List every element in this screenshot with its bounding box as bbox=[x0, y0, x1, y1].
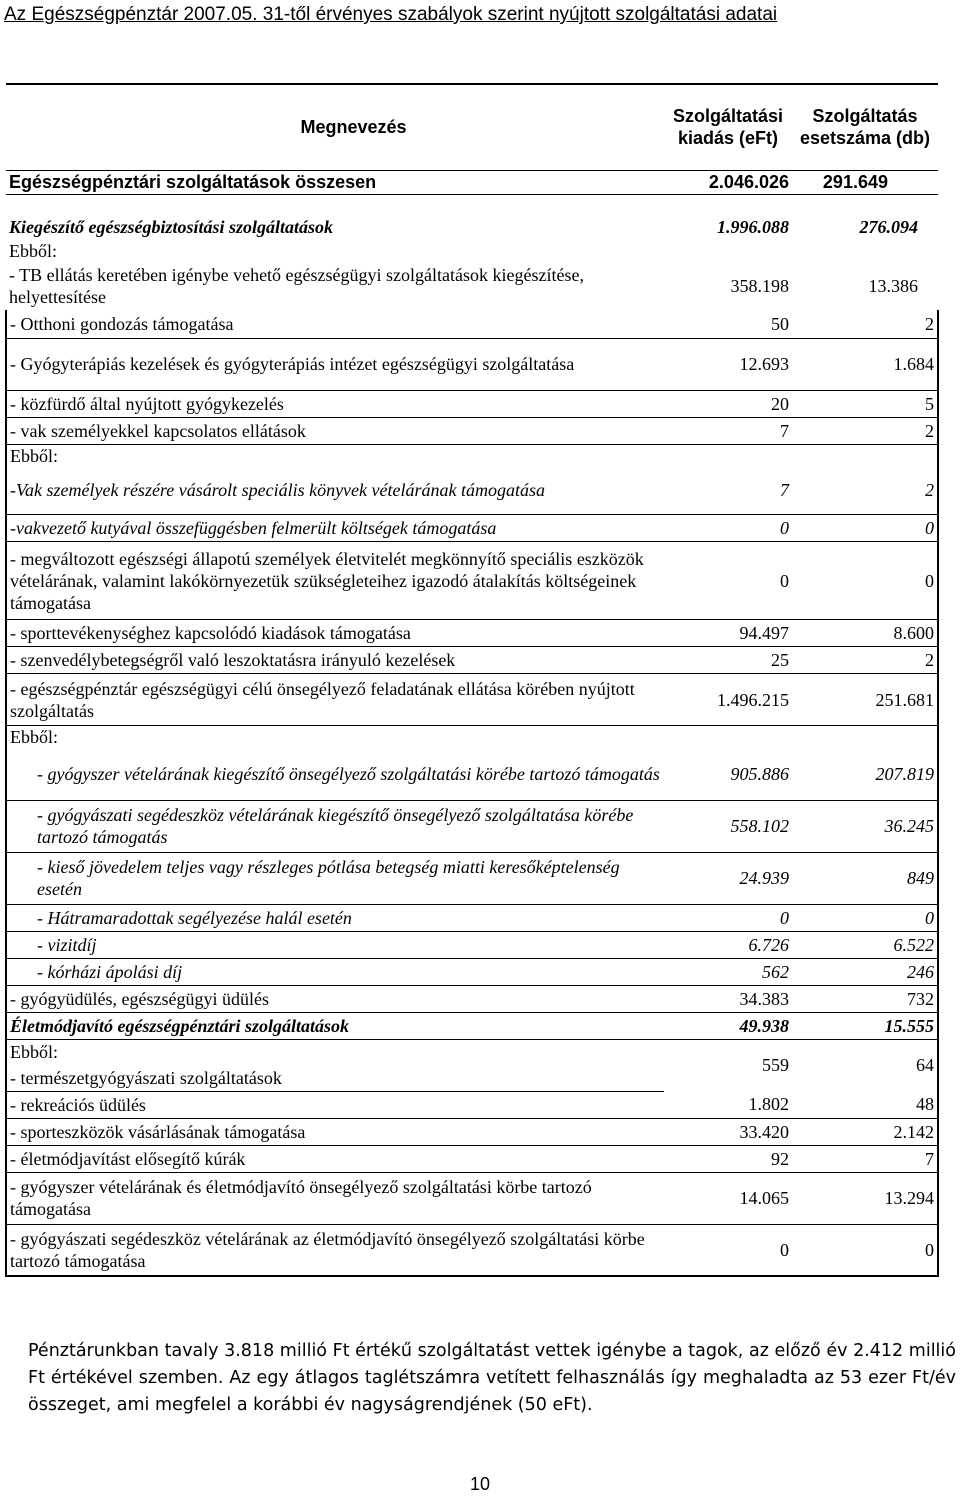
row-expense: 20 bbox=[664, 390, 792, 417]
total-label: Egészségpénztári szolgáltatások összesen bbox=[6, 170, 664, 194]
row-label: Ebből: bbox=[9, 241, 57, 261]
table-row bbox=[6, 1172, 938, 1224]
row-count: 732 bbox=[792, 985, 938, 1012]
row-count: 15.555 bbox=[792, 1012, 938, 1039]
row-expense: 33.420 bbox=[664, 1118, 792, 1145]
row-label: - sporteszközök vásárlásának támogatása bbox=[6, 1118, 664, 1145]
table-row bbox=[6, 444, 938, 467]
row-label: - Gyógyterápiás kezelések és gyógyterápiás intézet egészségügyi szolgáltatása bbox=[6, 338, 664, 390]
table-header-row bbox=[6, 84, 938, 170]
row-label: - vak személyekkel kapcsolatos ellátások bbox=[6, 417, 664, 444]
row-label: Ebből: bbox=[6, 1039, 664, 1065]
row-label: Ebből: bbox=[6, 444, 938, 467]
row-count: 5 bbox=[792, 390, 938, 417]
row-expense: 6.726 bbox=[664, 931, 792, 958]
page-number: 10 bbox=[469, 1474, 491, 1494]
row-label: - gyógyszer vételárának kiegészítő önsegélyező szolgáltatási körébe tartozó támogatás bbox=[6, 748, 664, 800]
table-row bbox=[6, 262, 938, 310]
row-count: 0 bbox=[792, 904, 938, 931]
table-row bbox=[6, 1039, 938, 1065]
row-count: 6.522 bbox=[792, 931, 938, 958]
row-count: 7 bbox=[792, 1145, 938, 1172]
table-row bbox=[6, 852, 938, 904]
row-label: Életmódjavító egészségpénztári szolgáltatások bbox=[6, 1012, 664, 1039]
row-count: 251.681 bbox=[792, 674, 938, 726]
table-row bbox=[6, 1012, 938, 1039]
page-title: Az Egészségpénztár 2007.05. 31-től érvényes szabályok szerint nyújtott szolgáltatási adatai bbox=[4, 4, 778, 25]
row-count: 276.094 bbox=[859, 217, 918, 237]
row-expense: 558.102 bbox=[664, 800, 792, 852]
row-label: - egészségpénztár egészségügyi célú önsegélyező feladatának ellátása körében nyújtott szolgáltatás bbox=[6, 674, 664, 726]
row-label: - gyógyászati segédeszköz vételárának kiegészítő önsegélyező szolgáltatása körébe tartozó támogatás bbox=[6, 800, 664, 852]
row-expense: 0 bbox=[664, 515, 792, 542]
row-count: 2 bbox=[792, 647, 938, 674]
table-row bbox=[6, 726, 938, 749]
row-label: - megváltozott egészségi állapotú személyek életvitelét megkönnyítő speciális eszközök vételárának, valamint lakókörnyezetük szükségleteihez igazodó átalakítás költségeinek támogatása bbox=[6, 542, 664, 620]
row-count: 1.684 bbox=[792, 338, 938, 390]
row-label: - rekreációs üdülés bbox=[6, 1091, 664, 1118]
row-count: 0 bbox=[792, 515, 938, 542]
header-name: Megnevezés bbox=[6, 84, 664, 170]
table-row bbox=[6, 1224, 938, 1276]
table-row bbox=[6, 931, 938, 958]
table-row bbox=[6, 240, 938, 262]
table-row bbox=[6, 958, 938, 985]
row-expense: 34.383 bbox=[664, 985, 792, 1012]
row-label: Ebből: bbox=[6, 726, 938, 749]
row-count: 8.600 bbox=[792, 620, 938, 647]
row-expense: 49.938 bbox=[664, 1012, 792, 1039]
header-count: Szolgáltatás esetszáma (db) bbox=[792, 84, 938, 170]
row-label: - közfürdő által nyújtott gyógykezelés bbox=[6, 390, 664, 417]
total-row bbox=[6, 170, 938, 194]
row-count: 13.294 bbox=[792, 1172, 938, 1224]
row-label: - kieső jövedelem teljes vagy részleges pótlása betegség miatti keresőképtelenség esetén bbox=[6, 852, 664, 904]
row-count: 246 bbox=[792, 958, 938, 985]
summary-paragraph: Pénztárunkban tavaly 3.818 millió Ft értékű szolgáltatást vettek igénybe a tagok, az előző év 2.412 millió Ft értékével szemben. Az egy átlagos taglétszámra vetített felhasználás így meghaladta az 53 ezer Ft/év összeget, ami megfelel a korábbi év nagyságrendjének (50 eFt). bbox=[28, 1341, 956, 1415]
table-row bbox=[6, 647, 938, 674]
row-expense: 1.802 bbox=[664, 1091, 792, 1118]
row-count: 64 bbox=[792, 1039, 938, 1091]
row-expense: 562 bbox=[664, 958, 792, 985]
row-label: - gyógyászati segédeszköz vételárának az életmódjavító önsegélyező szolgáltatási körbe tartozó támogatása bbox=[6, 1224, 664, 1276]
row-label: -vakvezető kutyával összefüggésben felmerült költségek támogatása bbox=[6, 515, 664, 542]
table-row bbox=[6, 1091, 938, 1118]
table-row bbox=[6, 985, 938, 1012]
table-row bbox=[6, 214, 938, 240]
row-expense: 50 bbox=[664, 310, 792, 338]
row-expense: 0 bbox=[664, 1224, 792, 1276]
row-expense: 1.996.088 bbox=[717, 217, 789, 237]
row-expense: 92 bbox=[664, 1145, 792, 1172]
row-expense: 559 bbox=[762, 1055, 789, 1076]
table-row bbox=[6, 338, 938, 390]
row-label: - életmódjavítást elősegítő kúrák bbox=[6, 1145, 664, 1172]
row-label: - Hátramaradottak segélyezése halál esetén bbox=[6, 904, 664, 931]
table-row bbox=[6, 800, 938, 852]
row-count: 2 bbox=[792, 417, 938, 444]
table-row bbox=[6, 620, 938, 647]
row-count: 2.142 bbox=[792, 1118, 938, 1145]
table-row bbox=[6, 1145, 938, 1172]
row-expense: 1.496.215 bbox=[664, 674, 792, 726]
row-count: 36.245 bbox=[792, 800, 938, 852]
row-expense: 7 bbox=[664, 417, 792, 444]
row-count: 2 bbox=[792, 467, 938, 515]
row-count: 207.819 bbox=[792, 748, 938, 800]
row-expense: 7 bbox=[664, 467, 792, 515]
row-label: - TB ellátás keretében igénybe vehető egészségügyi szolgáltatások kiegészítése, helyettesítése bbox=[9, 265, 584, 307]
table-row bbox=[6, 542, 938, 620]
row-label: - vizitdíj bbox=[6, 931, 664, 958]
table-row bbox=[6, 417, 938, 444]
row-expense: 24.939 bbox=[664, 852, 792, 904]
row-count: 48 bbox=[792, 1091, 938, 1118]
row-expense: 358.198 bbox=[730, 276, 789, 296]
table-row bbox=[6, 904, 938, 931]
row-count: 849 bbox=[792, 852, 938, 904]
row-count: 0 bbox=[792, 542, 938, 620]
header-expense: Szolgáltatási kiadás (eFt) bbox=[664, 84, 792, 170]
row-count: 2 bbox=[792, 310, 938, 338]
row-label: - sporttevékenységhez kapcsolódó kiadások támogatása bbox=[6, 620, 664, 647]
row-label: - Otthoni gondozás támogatása bbox=[6, 310, 664, 338]
row-label: - szenvedélybetegségről való leszoktatásra irányuló kezelések bbox=[6, 647, 664, 674]
row-label: - természetgyógyászati szolgáltatások bbox=[6, 1065, 664, 1091]
table-row bbox=[6, 1118, 938, 1145]
row-label: - gyógyszer vételárának és életmódjavító önsegélyező szolgáltatási körbe tartozó támogatása bbox=[6, 1172, 664, 1224]
table-row bbox=[6, 467, 938, 515]
row-expense: 905.886 bbox=[664, 748, 792, 800]
row-label: Kiegészítő egészségbiztosítási szolgáltatások bbox=[9, 217, 334, 237]
table-row bbox=[6, 310, 938, 338]
table-row bbox=[6, 674, 938, 726]
table-row bbox=[6, 390, 938, 417]
services-table bbox=[5, 83, 939, 1277]
row-expense: 0 bbox=[664, 904, 792, 931]
table-row bbox=[6, 515, 938, 542]
row-label: -Vak személyek részére vásárolt speciális könyvek vételárának támogatása bbox=[6, 467, 664, 515]
row-label: - gyógyüdülés, egészségügyi üdülés bbox=[6, 985, 664, 1012]
row-expense: 12.693 bbox=[664, 338, 792, 390]
total-count: 291.649 bbox=[792, 170, 938, 194]
total-expense: 2.046.026 bbox=[664, 170, 792, 194]
row-expense: 94.497 bbox=[664, 620, 792, 647]
row-count: 13.386 bbox=[868, 276, 918, 296]
table-row bbox=[6, 748, 938, 800]
row-expense: 14.065 bbox=[664, 1172, 792, 1224]
row-expense: 0 bbox=[664, 542, 792, 620]
row-expense: 25 bbox=[664, 647, 792, 674]
row-count: 0 bbox=[792, 1224, 938, 1276]
row-label: - kórházi ápolási díj bbox=[6, 958, 664, 985]
